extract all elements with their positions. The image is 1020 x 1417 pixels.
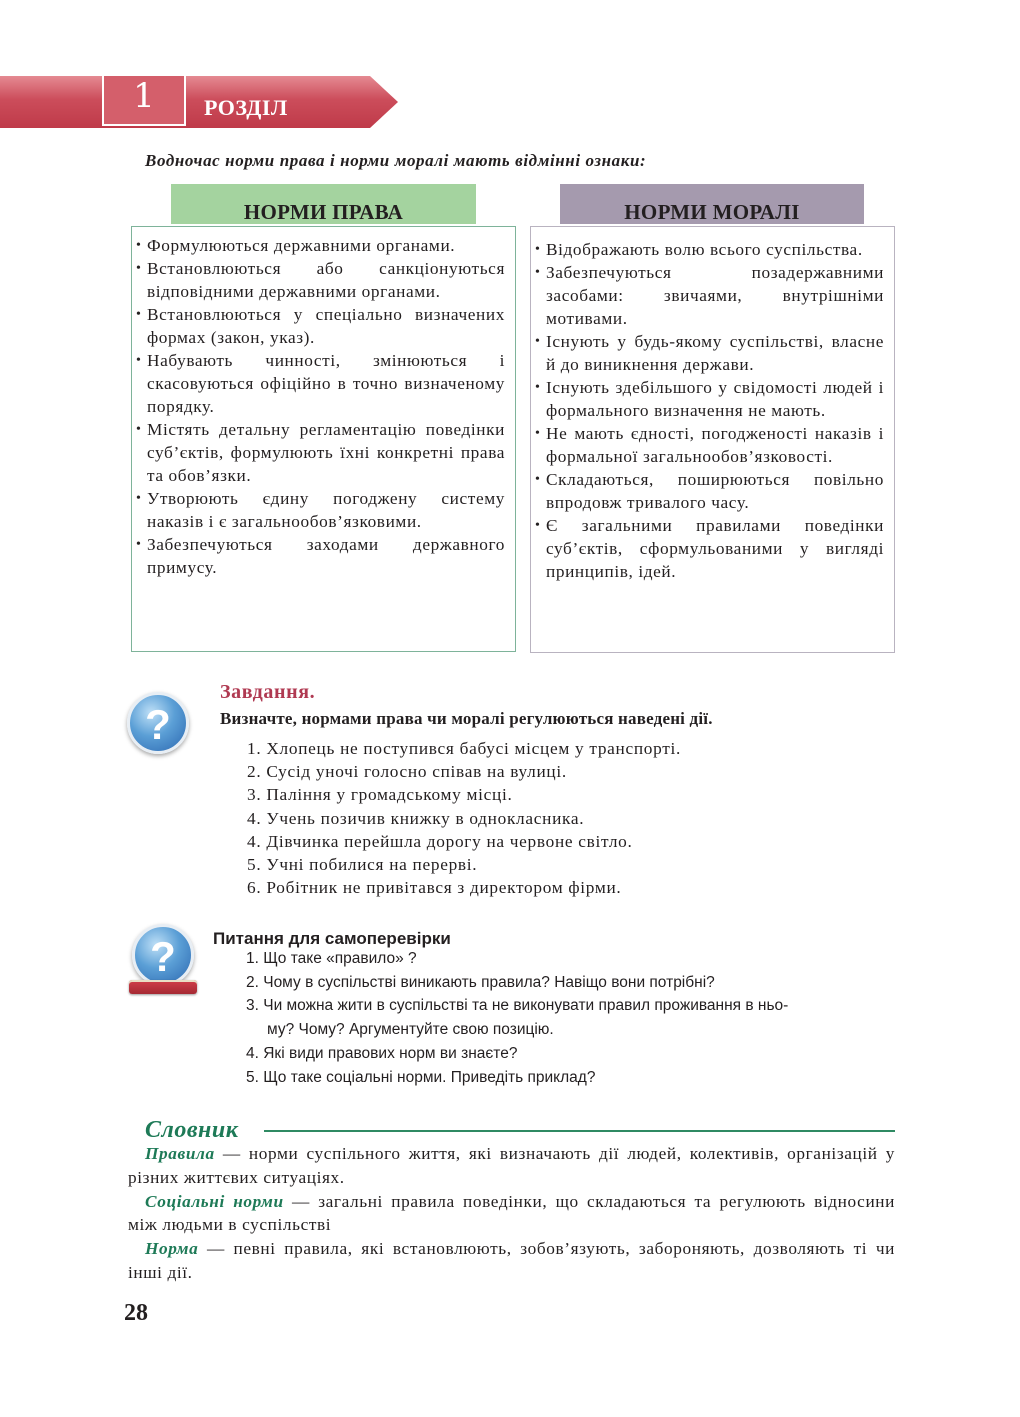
selfcheck-item bbox=[246, 1066, 896, 1090]
glossary-entry bbox=[128, 1237, 895, 1285]
glossary-term: Правила bbox=[145, 1144, 215, 1163]
task-item: 4. Учень позичив книжку в однокласника. bbox=[247, 808, 585, 828]
task-item: 5. Учні побилися на перерві. bbox=[247, 855, 478, 875]
task-item: 2. Сусід уночі голосно співав на вулиці. bbox=[247, 762, 567, 782]
law-item: • Встановлюються або санкціонуються відповідними державними органами. bbox=[136, 257, 505, 303]
selfcheck-item bbox=[246, 971, 896, 995]
moral-item: • Відображають волю всього суспільства. bbox=[535, 238, 884, 261]
moral-item: • Є загальними правилами поведінки суб’єктів, сформульованими у вигляді принципів, ідей. bbox=[535, 514, 884, 583]
glossary-body bbox=[128, 1142, 895, 1285]
glossary-definition: — загальні правила поведінки, що складаються та регулюють відносини між людьми в суспільстві bbox=[128, 1191, 895, 1235]
task-item: 4. Дівчинка перейшла дорогу на червоне світло. bbox=[247, 831, 633, 851]
selfcheck-line-continued: му? Чому? Аргументуйте свою позицію. bbox=[267, 1021, 554, 1039]
task-list bbox=[247, 737, 681, 899]
law-item: • Містять детальну регламентацію поведінки суб’єктів, формулюють їхні конкретні права та обов’язки. bbox=[136, 418, 505, 487]
law-item: • Встановлюються у спеціально визначених формах (закон, указ). bbox=[136, 303, 505, 349]
glossary-definition: — певні правила, які встановлюють, зобов’язують, забороняють, дозволяють ті чи інші дії. bbox=[128, 1239, 895, 1282]
law-item: • Набувають чинності, змінюються і скасовуються офіційно в точно визначеному порядку. bbox=[136, 349, 505, 418]
page-number: 28 bbox=[124, 1300, 148, 1326]
task-item: 1. Хлопець не поступився бабусі місцем у транспорті. bbox=[247, 739, 682, 758]
glossary-entry bbox=[128, 1142, 895, 1190]
selfcheck-line: 3. Чи можна жити в суспільстві та не виконувати правил проживання в ньо- bbox=[246, 997, 789, 1015]
task-title: Завдання. bbox=[220, 681, 316, 703]
selfcheck-line: 1. Що таке «правило» ? bbox=[246, 950, 417, 967]
selfcheck-line: 5. Що таке соціальні норми. Приведіть приклад? bbox=[246, 1068, 596, 1086]
selfcheck-title: Питання для самоперевірки bbox=[213, 929, 451, 948]
task-item: 6. Робітник не привітався з директором фірми. bbox=[247, 878, 622, 898]
chapter-number: 1 bbox=[133, 76, 155, 116]
selfcheck-item bbox=[246, 947, 896, 971]
chapter-banner bbox=[0, 76, 398, 128]
moral-norms-box bbox=[530, 226, 895, 653]
selfcheck-line: 2. Чому в суспільстві виникають правила? Навіщо вони потрібні? bbox=[246, 973, 715, 991]
glossary-term: Норма bbox=[145, 1239, 199, 1259]
task-lead: Визначте, нормами права чи моралі регулюються наведені дії. bbox=[220, 709, 713, 728]
moral-item: • Забезпечуються позадержавними засобами: звичаями, внутрішніми мотивами. bbox=[535, 261, 884, 330]
selfcheck-item bbox=[246, 994, 896, 1041]
moral-norms-header: НОРМИ МОРАЛІ bbox=[560, 184, 864, 224]
moral-item: • Існують у будь-якому суспільстві, власне й до виникнення держави. bbox=[535, 330, 884, 376]
question-icon: ? bbox=[127, 692, 189, 754]
selfcheck-line: 4. Які види правових норм ви знаєте? bbox=[246, 1044, 518, 1062]
moral-item: • Існують здебільшого у свідомості людей і формального визначення не мають. bbox=[535, 376, 884, 422]
law-norms-header: НОРМИ ПРАВА bbox=[171, 184, 476, 224]
glossary-term: Соціальні норми bbox=[145, 1191, 284, 1211]
selfcheck-list bbox=[246, 947, 896, 1089]
glossary-divider bbox=[264, 1130, 895, 1132]
task-item: 3. Паління у громадському місці. bbox=[247, 785, 513, 805]
law-item: • Забезпечуються заходами державного примусу. bbox=[136, 533, 505, 579]
law-norms-box bbox=[131, 226, 516, 652]
question-book-icon: ? bbox=[132, 924, 194, 986]
intro-sentence: Водночас норми права і норми моралі мають відмінні ознаки: bbox=[145, 151, 647, 170]
glossary-entry bbox=[128, 1190, 895, 1238]
moral-item: • Складаються, поширюються повільно впродовж тривалого часу. bbox=[535, 468, 884, 514]
chapter-label: РОЗДІЛ bbox=[204, 95, 288, 120]
selfcheck-item bbox=[246, 1042, 896, 1066]
moral-item: • Не мають єдності, погодженості наказів і формальної загальнообов’язковості. bbox=[535, 422, 884, 468]
book-icon bbox=[129, 980, 197, 994]
glossary-definition: — норми суспільного життя, які визначають дії людей, колективів, організацій у різних життєвих ситуаціях. bbox=[128, 1144, 895, 1187]
law-item: • Утворюють єдину погоджену систему наказів і є загальнообов’язковими. bbox=[136, 487, 505, 533]
glossary-title: Словник bbox=[145, 1117, 239, 1143]
law-item: • Формулюються державними органами. bbox=[136, 234, 505, 257]
